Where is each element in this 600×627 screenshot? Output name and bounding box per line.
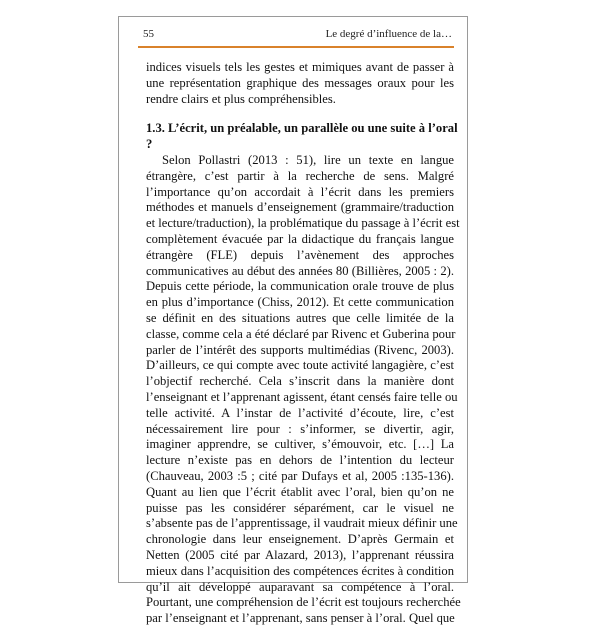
text-line: l’objectif recherché. Cela s’inscrit dans la manière dont [146,374,454,389]
text-line: telle activité. A l’instar de l’activité d’écoute, lire, c’est [146,405,454,420]
text-line: rendre clairs et plus compréhensibles. [146,91,336,106]
text-line: se définit en des situations autres que celle limitée de la [146,310,454,325]
text-line: imaginer apprendre, se cultiver, s’émouvoir, etc. […] La [146,437,454,452]
text-line: méthodes et manuels d’enseignement (grammaire/traduction [146,200,454,215]
text-line: (Chauveau, 2003 :5 ; cité par Dufays et al, 2005 :135-136). [146,468,454,483]
text-line: nécessairement lire pour : s’informer, se divertir, agir, [146,421,454,436]
paragraph-top [146,60,454,107]
text-line: lecture n’existe pas en dehors de l’intention du lecteur [146,453,454,468]
text-line: Selon Pollastri (2013 : 51), lire un texte en langue [162,152,454,167]
header-rule [138,46,454,48]
paragraph-gap [146,107,454,121]
text-line: communicatives au début des années 80 (Billières, 2005 : 2). [146,263,454,278]
paragraph-main [146,152,461,627]
heading-line: 1.3. L’écrit, un préalable, un parallèle ou une suite à l’oral [146,121,458,136]
text-line: en plus d’importance (Chiss, 2012). Et cette communication [146,295,454,310]
page-number: 55 [143,28,154,40]
section-heading [146,121,458,153]
running-header [140,26,452,44]
running-title: Le degré d’influence de la… [325,28,452,40]
heading-line: ? [146,137,153,152]
text-line: l’enseignant et l’apprenant agissent, étant censés faire telle ou [146,389,458,404]
body-text [146,60,461,627]
text-line: puisse pas les considérer séparément, car le visuel ne [146,500,454,515]
text-line: étrangère, c’est partir à la recherche de sens. Malgré [146,168,454,183]
text-line: D’ailleurs, ce qui compte avec toute activité langagière, c’est [146,358,454,373]
text-line: classe, comme cela a été déclaré par Rivenc et Guberina pour [146,326,456,341]
text-line: indices visuels tels les gestes et mimiques avant de passer à [146,60,454,74]
text-line: mieux dans l’acquisition des compétences écrites à condition [146,563,454,578]
text-line: étrangère (FLE) depuis l’avènement des approches [146,247,454,262]
text-line: par l’enseignant et l’apprenant, sans penser à l’oral. Quel que [146,611,455,626]
text-line: Netten (2005 cité par Alazard, 2013), l’apprenant réussira [146,547,454,562]
text-line: une représentation graphique des messages oraux pour les [146,75,454,90]
text-line: et lecture/traduction), la problématique du passage à l’écrit est [146,216,460,231]
text-line: Quant au lien que l’écrit établit avec l’oral, bien qu’on ne [146,484,454,499]
text-line: chronologie dans leur enseignement. D’après Germain et [146,532,454,547]
text-line: l’importance qu’on accordait à l’écrit dans les premiers [146,184,454,199]
text-line: Pourtant, une compréhension de l’écrit est toujours recherchée [146,595,461,610]
text-line: complètement évacuée par la didactique du français langue [146,231,454,246]
text-line: qu’il ait développé auparavant sa compétence à l’oral. [146,579,454,594]
text-line: Depuis cette période, la communication orale trouve de plus [146,279,454,294]
text-line: s’absente pas de l’apprentissage, il vaudrait mieux définir une [146,516,458,531]
text-line: parler de l’intérêt des supports multimédias (Rivenc, 2003). [146,342,454,357]
